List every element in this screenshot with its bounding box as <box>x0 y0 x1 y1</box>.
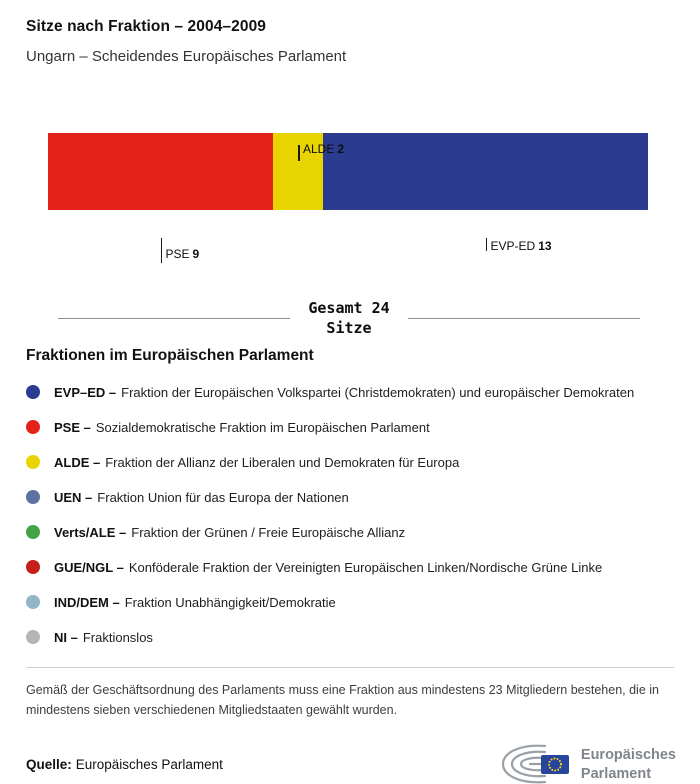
legend-title: Fraktionen im Europäischen Parlament <box>26 346 314 364</box>
legend-abbr: GUE/NGL – <box>54 559 124 575</box>
legend-color-dot <box>26 420 40 434</box>
legend-color-dot <box>26 455 40 469</box>
legend-item-alde <box>26 455 674 470</box>
legend-item-evp-ed <box>26 385 674 400</box>
legend-color-dot <box>26 525 40 539</box>
footnote: Gemäß der Geschäftsordnung des Parlaments muss eine Fraktion aus mindestens 23 Mitgliedern bestehen, die in mindestens sieben verschiedenen Mitgliedstaaten gewählt wurden. <box>26 667 674 720</box>
legend-color-dot <box>26 490 40 504</box>
legend <box>26 347 674 645</box>
annotation-label: PSE 9 <box>165 247 200 261</box>
bottom-row <box>26 742 676 784</box>
legend-item-verts-ale <box>26 525 674 540</box>
annotation-tick <box>298 145 300 161</box>
legend-desc: Fraktion der Europäischen Volkspartei (Christdemokraten) und europäischer Demokraten <box>121 384 635 400</box>
legend-desc: Fraktion Unabhängigkeit/Demokratie <box>124 594 336 610</box>
annotation-tick <box>161 238 163 263</box>
seat-distribution-chart <box>48 133 648 270</box>
divider-line-right <box>408 318 640 319</box>
legend-color-dot <box>26 385 40 399</box>
page-title: Sitze nach Fraktion – 2004–2009 <box>26 18 267 35</box>
annotation-label: ALDE 2 <box>303 142 345 156</box>
legend-abbr: Verts/ALE – <box>54 524 127 540</box>
source-line <box>26 757 223 772</box>
header <box>0 0 700 65</box>
legend-color-dot <box>26 595 40 609</box>
total-seats-divider <box>58 298 640 339</box>
legend-color-dot <box>26 630 40 644</box>
legend-desc: Fraktion der Allianz der Liberalen und Demokraten für Europa <box>105 454 460 470</box>
parliament-hemicycle-icon <box>499 742 571 784</box>
legend-abbr: PSE – <box>54 419 91 435</box>
legend-item-gue-ngl <box>26 560 674 575</box>
legend-abbr: EVP–ED – <box>54 384 117 400</box>
legend-desc: Konföderale Fraktion der Vereinigten Europäischen Linken/Nordische Grüne Linke <box>128 559 603 575</box>
legend-desc: Sozialdemokratische Fraktion im Europäischen Parlament <box>95 419 430 435</box>
eu-flag-icon <box>541 755 569 774</box>
legend-desc: Fraktionslos <box>82 629 153 645</box>
legend-desc: Fraktion Union für das Europa der Nationen <box>97 489 349 505</box>
legend-abbr: IND/DEM – <box>54 594 120 610</box>
annotation-label: EVP-ED 13 <box>490 239 552 253</box>
stacked-seat-bar <box>48 133 648 210</box>
legend-abbr: UEN – <box>54 489 93 505</box>
divider-line-left <box>58 318 290 319</box>
legend-item-ni <box>26 630 674 645</box>
legend-color-dot <box>26 560 40 574</box>
source-value: Europäisches Parlament <box>75 757 223 772</box>
annotation-tick <box>486 238 488 251</box>
european-parliament-logo <box>499 742 676 784</box>
legend-desc: Fraktion der Grünen / Freie Europäische Allianz <box>131 524 406 540</box>
page-subtitle: Ungarn – Scheidendes Europäisches Parlament <box>26 48 347 65</box>
legend-item-ind-dem <box>26 595 674 610</box>
source-label: Quelle: <box>26 757 72 772</box>
legend-item-pse <box>26 420 674 435</box>
logo-wordmark: Europäisches Parlament <box>580 747 676 782</box>
bar-segment-pse <box>48 133 273 210</box>
legend-item-uen <box>26 490 674 505</box>
total-seats-label: Gesamt 24 Sitze <box>308 299 390 338</box>
legend-abbr: ALDE – <box>54 454 101 470</box>
bar-segment-evp-ed <box>323 133 648 210</box>
legend-abbr: NI – <box>54 629 78 645</box>
